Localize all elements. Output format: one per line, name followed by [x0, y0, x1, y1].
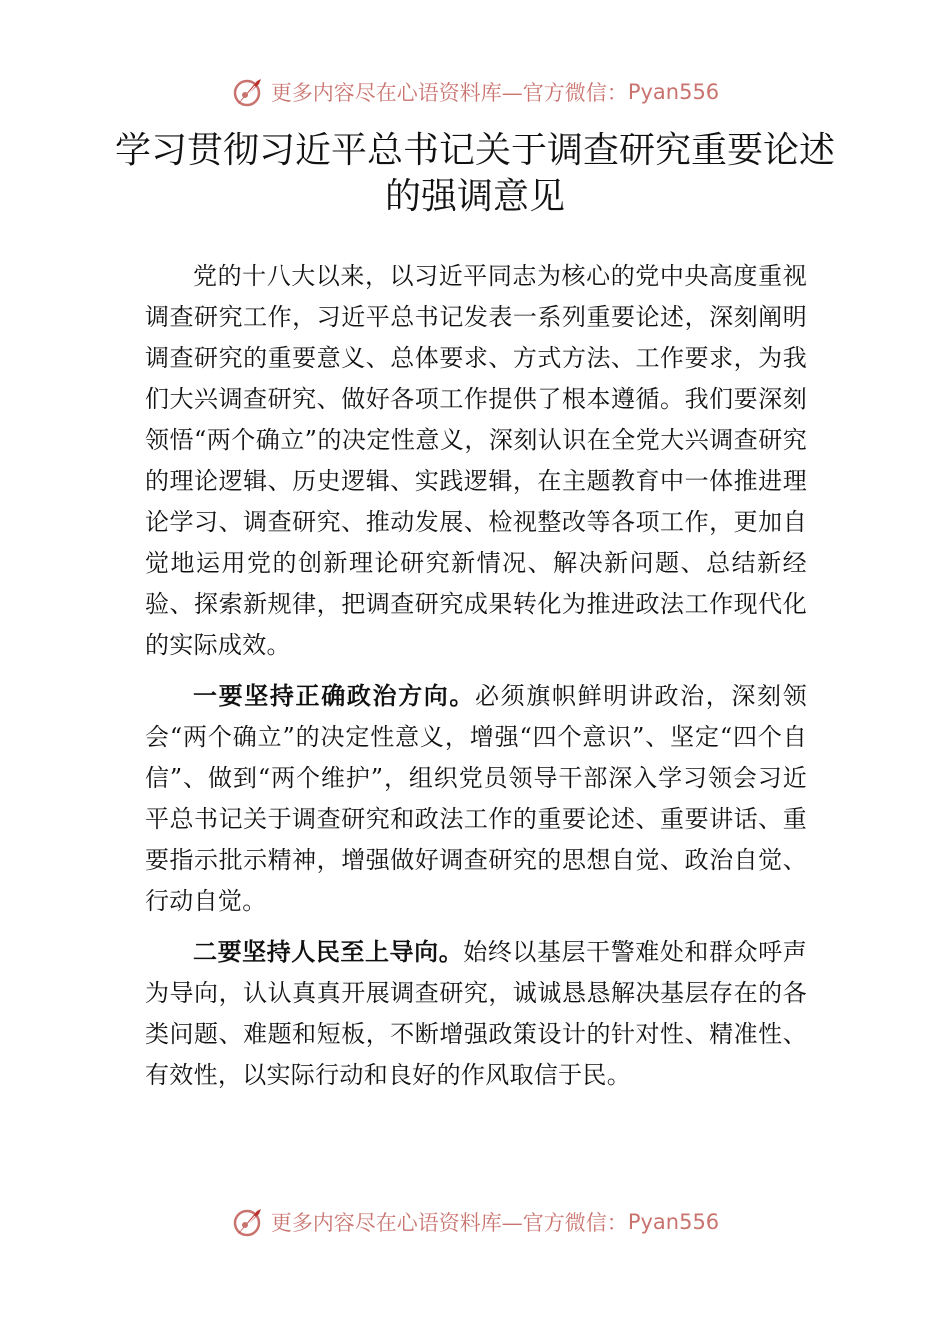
watermark-contact: Pyan556 [627, 1210, 720, 1234]
quill-logo-icon [231, 1205, 265, 1239]
watermark-text: 更多内容尽在心语资料库—官方微信： [270, 81, 628, 105]
paragraph-text: 党的十八大以来，以习近平同志为核心的党中央高度重视调查研究工作，习近平总书记发表一系列重要论述，深刻阐明调查研究的重要意义、总体要求、方式方法、工作要求，为我们大兴调查研究、做好各项工作提供了根本遵循。我们要深刻领悟“两个确立”的决定性意义，深刻认识在全党大兴调查研究的理论逻辑、历史逻辑、实践逻辑，在主题教育中一体推进理论学习、调查研究、推动发展、检视整改等各项工作，更加自觉地运用党的创新理论研究新情况、解决新问题、总结新经验、探索新规律，把调查研究成果转化为推进政法工作现代化的实际成效。 [145, 262, 807, 659]
document-body [145, 256, 807, 1106]
watermark-contact: Pyan556 [627, 80, 720, 104]
paragraph-intro [145, 256, 807, 666]
paragraph-text: 必须旗帜鲜明讲政治，深刻领会“两个确立”的决定性意义，增强“四个意识”、坚定“四个自信”、做到“两个维护”，组织党员领导干部深入学习领会习近平总书记关于调查研究和政法工作的重要论述、重要讲话、重要指示批示精神，增强做好调查研究的思想自觉、政治自觉、行动自觉。 [145, 682, 807, 915]
footer-watermark [0, 1200, 950, 1244]
paragraph-political-direction [145, 676, 807, 922]
watermark-text: 更多内容尽在心语资料库—官方微信： [270, 1211, 628, 1235]
quill-logo-icon [231, 75, 265, 109]
header-watermark [0, 70, 950, 114]
paragraph-text: 始终以基层干警难处和群众呼声为导向，认认真真开展调查研究，诚诚恳恳解决基层存在的各类问题、难题和短板，不断增强政策设计的针对性、精准性、有效性，以实际行动和良好的作风取信于民。 [145, 938, 807, 1089]
document-title: 学习贯彻习近平总书记关于调查研究重要论述的强调意见 [114, 130, 835, 217]
paragraph-lead: 一要坚持正确政治方向。 [193, 682, 476, 710]
paragraph-people-first [145, 932, 807, 1096]
paragraph-lead: 二要坚持人民至上导向。 [193, 938, 464, 966]
